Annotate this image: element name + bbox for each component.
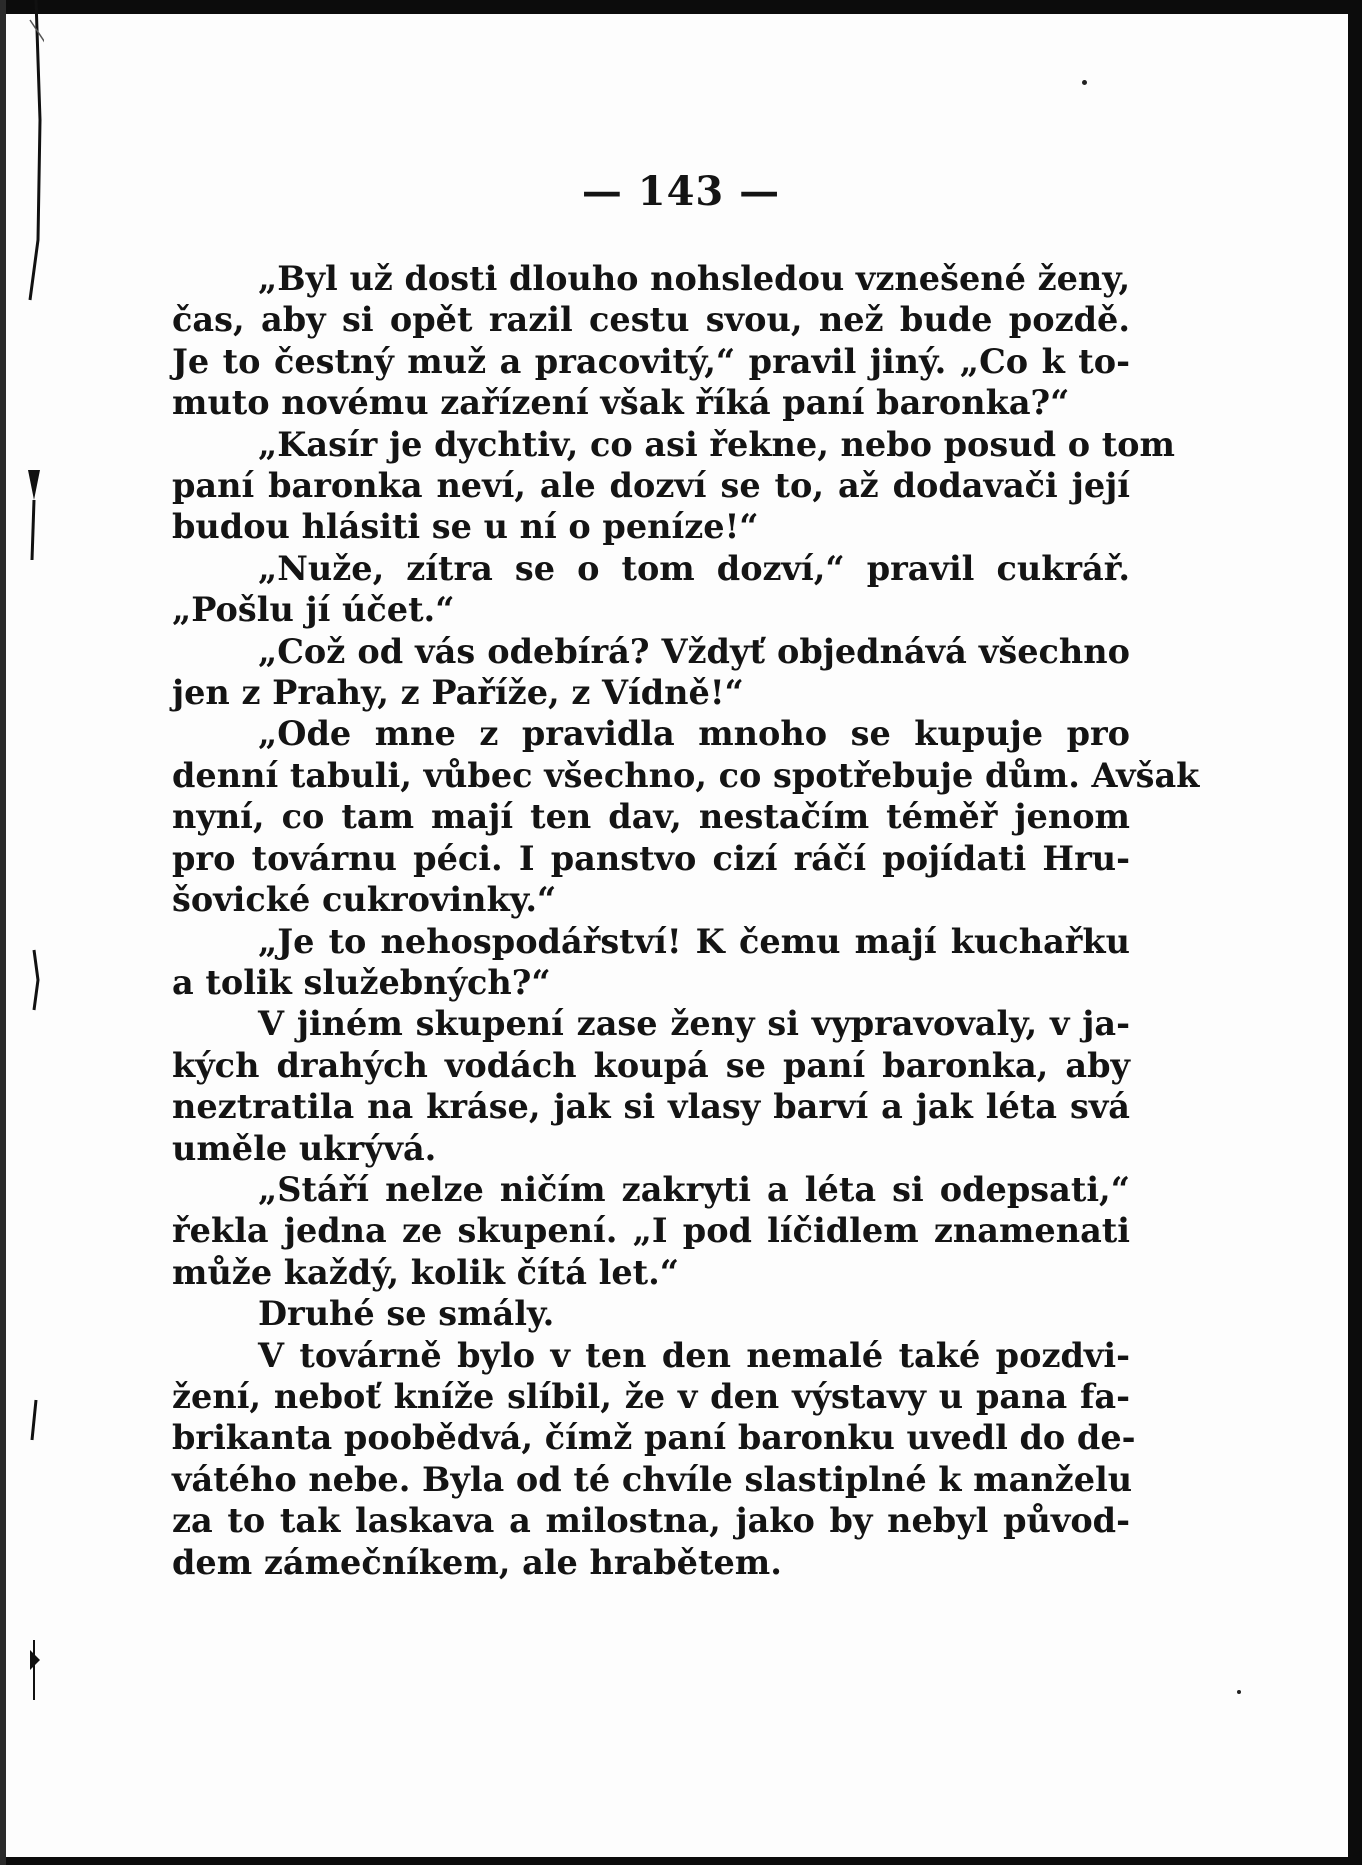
text-line: „Pošlu jí účet.“: [172, 590, 455, 630]
text-line: neztratila na kráse, jak si vlasy barví a jak léta svá: [172, 1087, 1130, 1127]
paragraph: [172, 1003, 1130, 1169]
text-line: dem zámečníkem, ale hrabětem.: [172, 1542, 782, 1582]
text-line: jen z Prahy, z Paříže, z Vídně!“: [172, 673, 744, 713]
text-line: kých drahých vodách koupá se paní baronka, aby: [172, 1045, 1130, 1085]
text-line: „Je to nehospodářství! K čemu mají kuchařku: [258, 921, 1130, 961]
text-line: může každý, kolik čítá let.“: [172, 1252, 680, 1292]
paragraph: [172, 631, 1130, 714]
text-line: „Což od vás odebírá? Vždyť objednává všechno: [258, 631, 1130, 671]
paragraph: [172, 1169, 1130, 1293]
page-number: — 143 —: [581, 168, 781, 215]
text-line: „Stáří nelze ničím zakryti a léta si odepsati,“: [258, 1169, 1130, 1209]
text-line: řekla jedna ze skupení. „I pod líčidlem znamenati: [172, 1211, 1130, 1251]
text-line: „Nuže, zítra se o tom dozví,“ pravil cukrář.: [258, 548, 1130, 588]
text-line: vátého nebe. Byla od té chvíle slastiplné k manželu: [172, 1459, 1133, 1499]
scan-top-border: [0, 0, 1362, 14]
text-line: nyní, co tam mají ten dav, nestačím téměř jenom: [172, 797, 1130, 837]
text-line: šovické cukrovinky.“: [172, 880, 557, 920]
text-line: muto novému zařízení však říká paní baronka?“: [172, 383, 1070, 423]
paragraph: [172, 921, 1130, 1004]
scan-right-border: [1348, 0, 1362, 1865]
text-line: budou hlásiti se u ní o peníze!“: [172, 507, 759, 547]
binding-gutter: [0, 0, 44, 1865]
paragraph: [172, 1335, 1136, 1583]
text-line: brikanta poobědvá, čímž paní baronku uvedl do de-: [172, 1418, 1136, 1458]
text-line: pro továrnu péci. I panstvo cizí ráčí pojídati Hru-: [172, 838, 1130, 878]
text-line: uměle ukrývá.: [172, 1128, 437, 1168]
paragraph: [172, 548, 1130, 631]
text-line: Druhé se smály.: [258, 1294, 555, 1334]
text-line: a tolik služebných?“: [172, 962, 551, 1002]
text-line: paní baronka neví, ale dozví se to, až dodavači její: [172, 466, 1130, 506]
text-line: „Byl už dosti dlouho nohsledou vznešené ženy,: [258, 259, 1131, 298]
paragraph: [172, 713, 1200, 920]
text-line: čas, aby si opět razil cestu svou, než bude pozdě.: [172, 300, 1130, 340]
paragraph: [172, 1293, 1130, 1334]
paragraph: [172, 424, 1175, 548]
paragraph: [172, 258, 1130, 424]
text-line: denní tabuli, vůbec všechno, co spotřebuje dům. Avšak: [172, 755, 1200, 795]
text-line: Je to čestný muž a pracovitý,“ pravil jiný. „Co k to-: [172, 341, 1130, 381]
text-line: žení, neboť kníže slíbil, že v den výstavy u pana fa-: [172, 1376, 1130, 1416]
text-line: „Kasír je dychtiv, co asi řekne, nebo posud o tom: [258, 424, 1175, 464]
text-line: V továrně bylo v ten den nemalé také pozdvi-: [258, 1335, 1130, 1375]
scan-speck: [1237, 1690, 1241, 1694]
body-text: [172, 258, 1200, 1583]
text-line: za to tak laskava a milostna, jako by nebyl původ-: [172, 1501, 1130, 1541]
scan-bottom-border: [0, 1857, 1362, 1865]
text-line: V jiném skupení zase ženy si vypravovaly, v ja-: [258, 1004, 1130, 1044]
text-line: „Ode mne z pravidla mnoho se kupuje pro: [258, 714, 1130, 754]
scan-speck: [1082, 80, 1087, 85]
